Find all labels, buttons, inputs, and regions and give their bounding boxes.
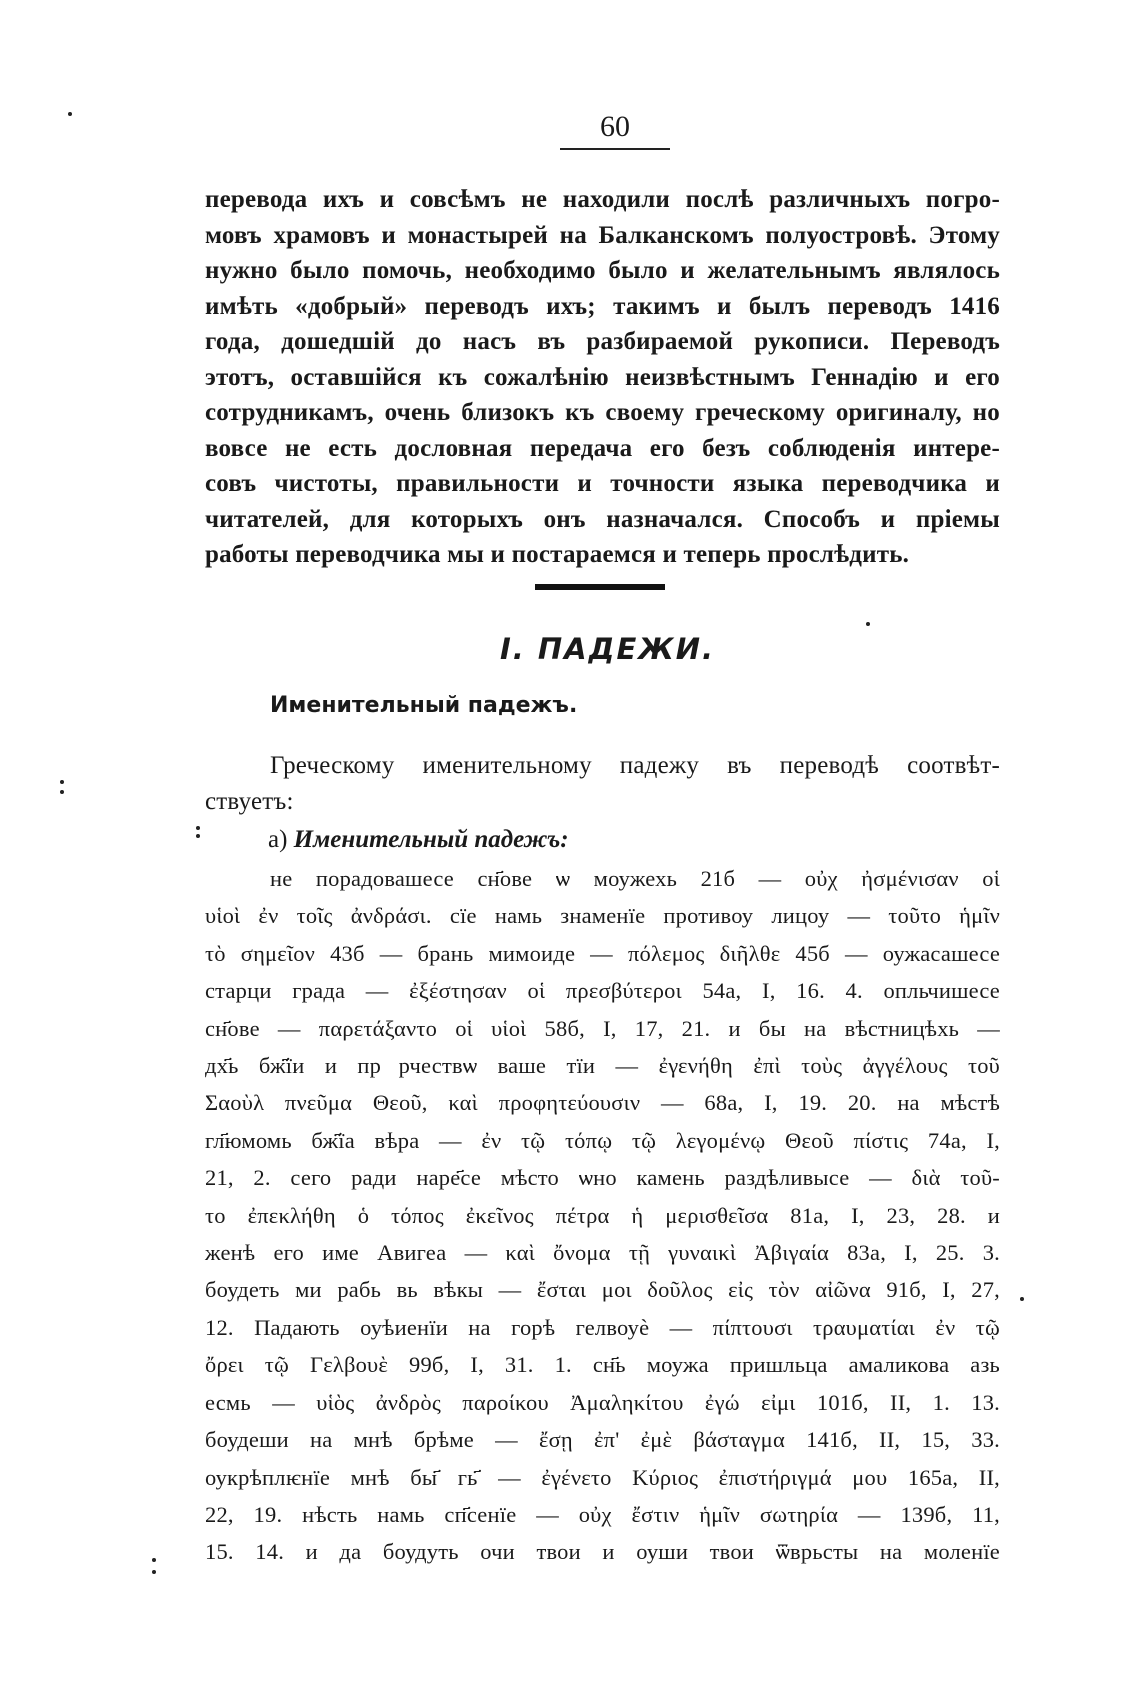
example-line: гл҃юмомь бж҃їа вѣра — ἐν τῷ τόπῳ τῷ λεγομένῳ Θεοῦ πίστις 74а, I, bbox=[205, 1127, 1000, 1153]
example-line: оукрѣплѥнїе мнѣ бы҃ гь҃ — ἐγένετο Κύριος ἐπιστήριγμά μου 165а, II, bbox=[205, 1464, 1000, 1490]
section-divider bbox=[535, 584, 665, 590]
page-number: 60 bbox=[560, 110, 670, 150]
text-line: этотъ, оставшійся къ сожалѣнію неизвѣстнымъ Геннадію и его bbox=[205, 363, 1000, 391]
scan-speck bbox=[152, 1570, 156, 1574]
scan-speck bbox=[866, 622, 870, 626]
text-line: ствуетъ: bbox=[205, 787, 294, 815]
scan-speck bbox=[196, 826, 200, 830]
example-line: дх҃ь бж҃їи и прⷪрчествѡ ваше тїи — ἐγενήθη ἐπὶ τοὺς ἀγγέλους τοῦ bbox=[205, 1053, 1000, 1079]
paragraph bbox=[205, 748, 1000, 819]
example-line: 12. Падають оуѣиенїи на горѣ гелвоуѐ — πίπτουσι τραυματίαι ἐν τῷ bbox=[205, 1314, 1000, 1340]
intro-paragraph bbox=[205, 182, 1000, 573]
scan-speck bbox=[196, 834, 200, 838]
text-line: года, дошедшій до насъ въ разбираемой рукописи. Переводъ bbox=[205, 328, 1000, 355]
list-marker: а) bbox=[268, 826, 288, 853]
example-line: τὸ σημεῖον 43б — брань мимоиде — πόλεμος διῆλθε 45б — оужасашесе bbox=[205, 940, 1000, 966]
text-line: сотрудникамъ, очень близокъ къ своему греческому оригиналу, но bbox=[205, 399, 1000, 426]
text-line: перевода ихъ и совсѣмъ не находили послѣ различныхъ погро- bbox=[205, 186, 1000, 213]
text-line: имѣть «добрый» переводъ ихъ; такимъ и былъ переводъ 1416 bbox=[205, 292, 1000, 320]
section-title: I. ПАДЕЖИ. bbox=[500, 632, 716, 666]
example-line: υἱοὶ ἐν τοῖς ἀνδράσι. сїе намь знаменїе противоу лицоу — τοῦτο ἡμῖν bbox=[205, 903, 1000, 929]
scan-speck bbox=[152, 1558, 156, 1562]
example-line: ὄρει τῷ Γελβουὲ 99б, I, 31. 1. сн҃ь моужа пришльца амаликова азь bbox=[205, 1352, 1000, 1378]
example-line: есмь — υἱὸς ἀνδρὸς παροίκου Ἀμαληκίτου ἐγώ εἰμι 101б, II, 1. 13. bbox=[205, 1389, 1000, 1415]
text-line: читателей, для которыхъ онъ назначался. Способъ и пріемы bbox=[205, 505, 1000, 533]
example-line: 22, 19. нѣсть намь сп҃сенїе — οὐχ ἔστιν ἡμῖν σωτηρία — 139б, 11, bbox=[205, 1501, 1000, 1527]
scan-speck bbox=[1020, 1297, 1024, 1301]
example-line: сн҃ове — παρετάξαντο οἱ υἱοὶ 58б, I, 17, 21. и бы на вѣстницѣхь — bbox=[205, 1015, 1000, 1041]
list-item-label: Именительный падежъ: bbox=[293, 826, 569, 853]
scan-speck bbox=[60, 780, 64, 784]
example-line: боудеши на мнѣ брѣме — ἔσῃ ἐπ' ἐμὲ βάσταγμα 141б, II, 15, 33. bbox=[205, 1427, 1000, 1453]
scan-speck bbox=[68, 112, 72, 116]
subheading: Именительный падежъ. bbox=[270, 693, 578, 718]
list-item-a bbox=[268, 822, 569, 857]
text-line: совъ чистоты, правильности и точности языка переводчика и bbox=[205, 470, 1000, 497]
text-line: нужно было помочь, необходимо было и желательнымъ являлось bbox=[205, 257, 1000, 284]
text-line: работы переводчика мы и постараемся и теперь прослѣдить. bbox=[205, 541, 910, 568]
example-line: не порадовашесе сн҃ове ѡ моужехь 21б — οὐχ ἠσμένισαν οἱ bbox=[270, 866, 1000, 891]
example-line: женѣ его име Авигеа — καὶ ὄνομα τῇ γυναικὶ Ἀβιγαία 83а, I, 25. 3. bbox=[205, 1240, 1000, 1266]
example-line: старци града — ἐξέστησαν οἱ πρεσβύτεροι 54а, I, 16. 4. опльчишесе bbox=[205, 978, 1000, 1004]
text-line: вовсе не есть дословная передача его безъ соблюденія интере- bbox=[205, 434, 1000, 462]
example-line: боудеть ми рабь вь вѣкы — ἔσται μοι δοῦλος εἰς τὸν αἰῶνα 91б, I, 27, bbox=[205, 1277, 1000, 1303]
example-line: 15. 14. и да боудуть очи твои и оуши твои ѿврьсты на моленїе bbox=[205, 1539, 1000, 1565]
example-line: το ἐπεκλήθη ὁ τόπος ἐκεῖνος πέτρα ἡ μερισθεῖσα 81а, I, 23, 28. и bbox=[205, 1202, 1000, 1228]
examples-block bbox=[205, 860, 1000, 1571]
example-line: Σαοὺλ πνεῦμα Θεοῦ, καὶ προφητεύουσιν — 68а, I, 19. 20. на мѣстѣ bbox=[205, 1090, 1000, 1116]
scan-speck bbox=[60, 790, 64, 794]
text-line: Греческому именительному падежу въ переводѣ соотвѣт- bbox=[270, 752, 1000, 779]
text-line: мовъ храмовъ и монастырей на Балканскомъ полуостровѣ. Этому bbox=[205, 221, 1000, 249]
example-line: 21, 2. сего ради наре҃се мѣсто ѡно камень раздѣливысе — διὰ τοῦ- bbox=[205, 1165, 1000, 1191]
